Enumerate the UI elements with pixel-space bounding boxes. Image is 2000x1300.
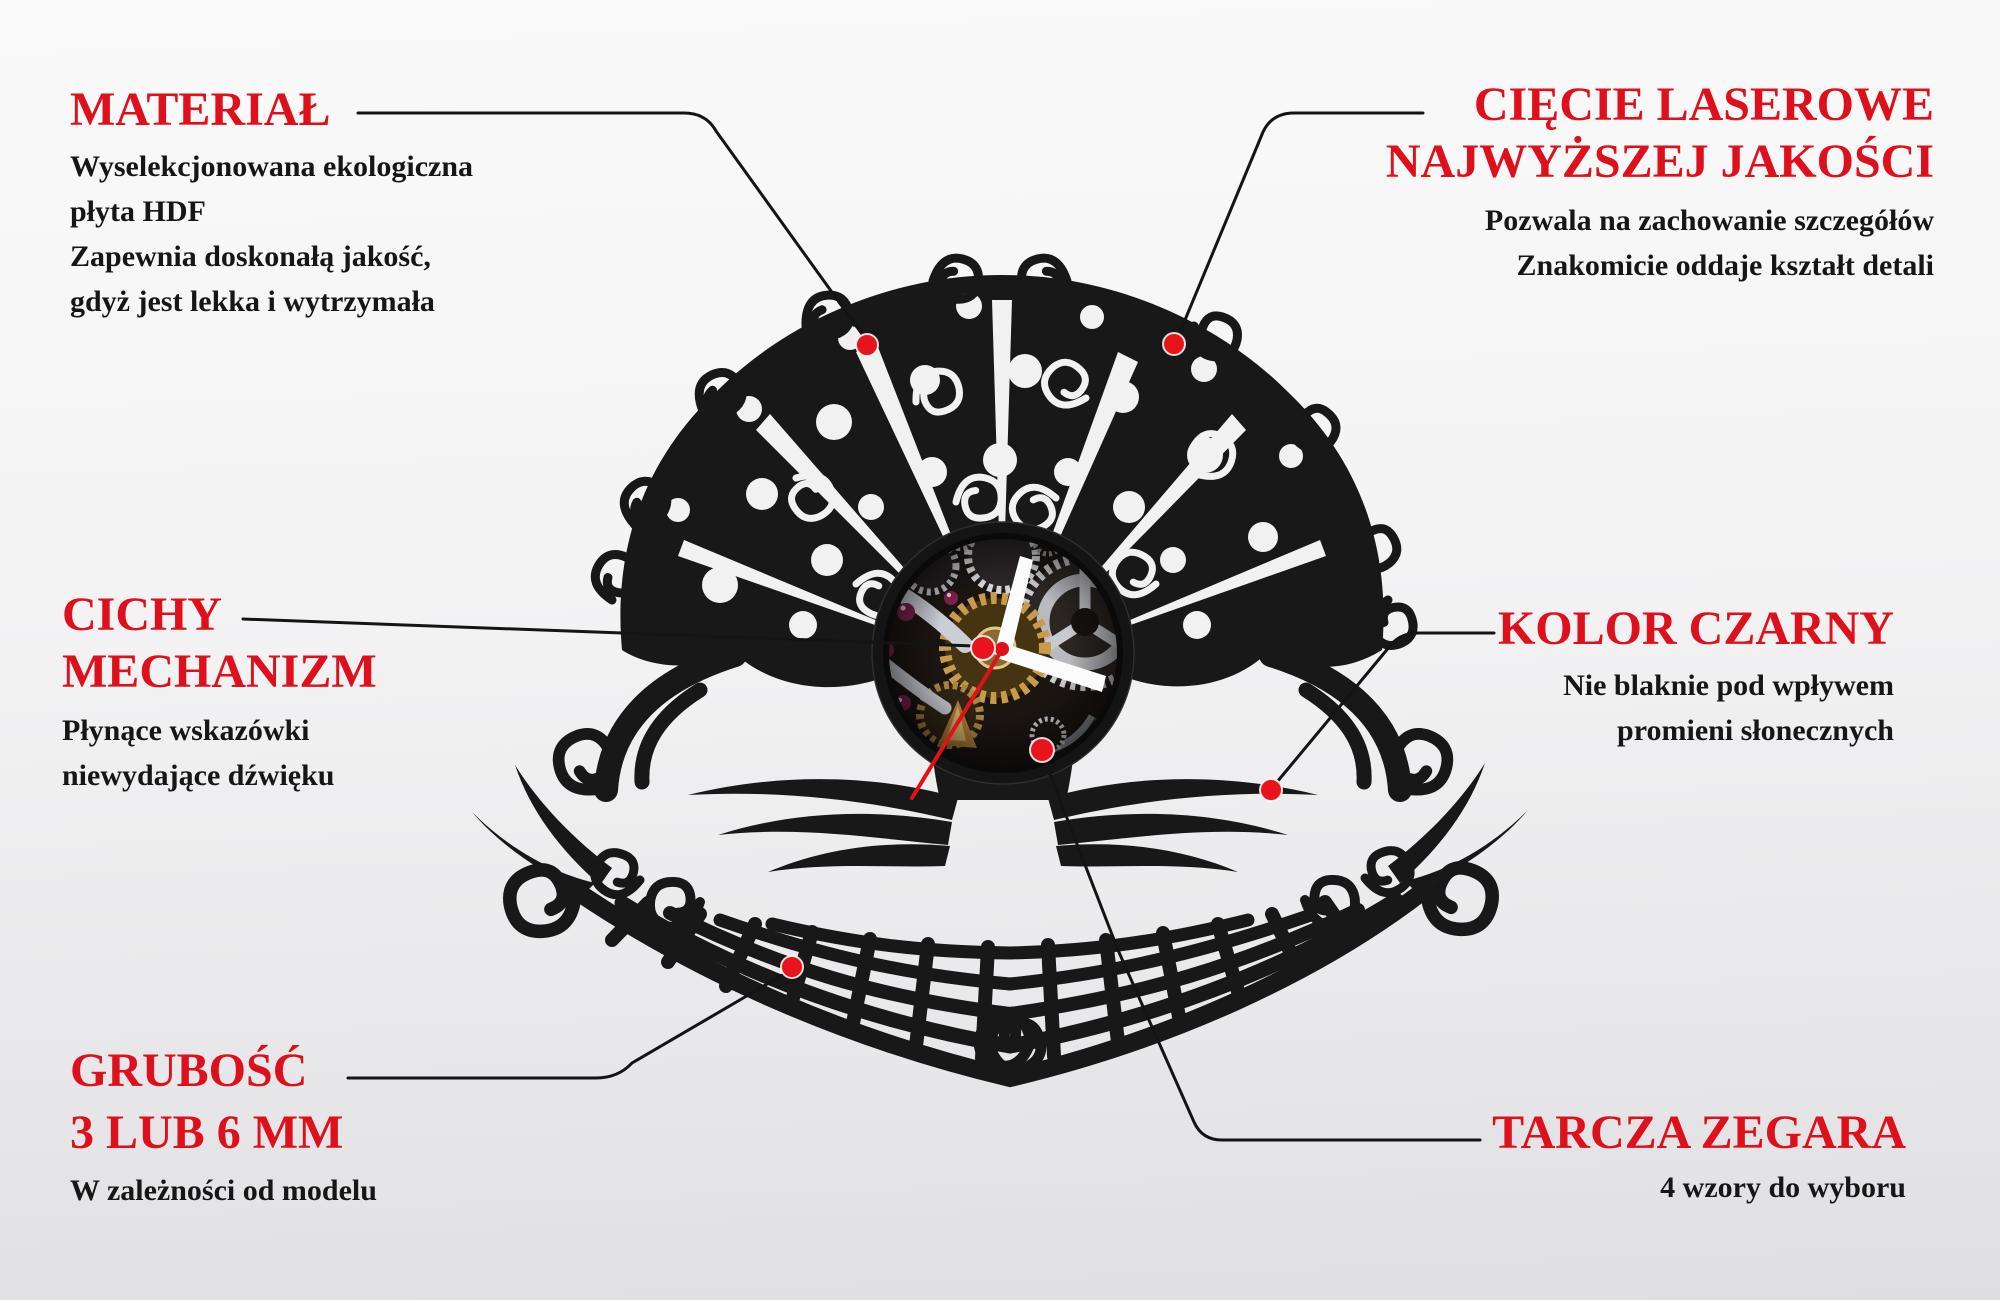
callout-material xyxy=(70,84,473,324)
callout-desc-line: Płynące wskazówki xyxy=(62,714,310,747)
anchor-dot-material xyxy=(856,334,878,356)
callout-dial-title xyxy=(1492,1104,1906,1161)
anchor-dot-dial xyxy=(1030,738,1054,762)
callout-dial-description xyxy=(1492,1165,1906,1210)
callout-color-description xyxy=(1498,663,1894,753)
callout-title-line: CICHY xyxy=(62,588,223,641)
callout-title-line: NAJWYŻSZEJ JAKOŚCI xyxy=(1385,135,1934,188)
callout-thickness xyxy=(70,1040,377,1213)
callout-desc-line: 4 wzory do wyboru xyxy=(1660,1171,1906,1204)
anchor-dot-color xyxy=(1260,779,1282,801)
callout-desc-line: promieni słonecznych xyxy=(1617,714,1894,747)
callout-thickness-description xyxy=(70,1168,377,1213)
anchor-dot-laser xyxy=(1163,333,1185,355)
callout-desc-line: Znakomicie oddaje kształt detali xyxy=(1516,249,1934,282)
callout-desc-line: Zapewnia doskonałą jakość, xyxy=(70,240,431,273)
callout-desc-line: niewydające dźwięku xyxy=(62,759,335,792)
root-basket xyxy=(575,888,1427,1078)
callout-mechanism xyxy=(62,586,377,798)
anchor-dot-mechanism xyxy=(971,636,995,660)
callout-color xyxy=(1498,600,1894,753)
callout-desc-line: Pozwala na zachowanie szczegółów xyxy=(1484,204,1934,237)
hand-center-cap xyxy=(995,642,1009,656)
callout-material-description xyxy=(70,144,473,324)
callout-dial xyxy=(1492,1104,1906,1210)
callout-material-title xyxy=(70,84,473,136)
callout-laser-description xyxy=(1386,198,1934,288)
callout-laser xyxy=(1386,76,1934,288)
callout-laser-title xyxy=(1386,76,1934,190)
callout-title-line: 3 LUB 6 MM xyxy=(70,1106,344,1159)
callout-mechanism-description xyxy=(62,708,377,798)
callout-mechanism-title xyxy=(62,586,377,700)
callout-title-line: GRUBOŚĆ xyxy=(70,1044,308,1097)
callout-desc-line: płyta HDF xyxy=(70,195,206,228)
anchor-dot-thickness xyxy=(781,956,803,978)
callout-desc-line: gdyż jest lekka i wytrzymała xyxy=(70,285,435,318)
callout-title-line: CIĘCIE LASEROWE xyxy=(1473,78,1934,131)
callout-title-line: KOLOR CZARNY xyxy=(1497,602,1894,655)
callout-title-line: TARCZA ZEGARA xyxy=(1492,1106,1906,1159)
callout-title-line: MECHANIZM xyxy=(62,645,377,698)
callout-color-title xyxy=(1498,600,1894,657)
callout-thickness-title xyxy=(70,1040,377,1164)
callout-desc-line: Wyselekcjonowana ekologiczna xyxy=(70,150,474,183)
callout-title-line: MATERIAŁ xyxy=(70,83,331,136)
callout-desc-line: Nie blaknie pod wpływem xyxy=(1563,669,1894,702)
callout-desc-line: W zależności od modelu xyxy=(70,1174,377,1207)
